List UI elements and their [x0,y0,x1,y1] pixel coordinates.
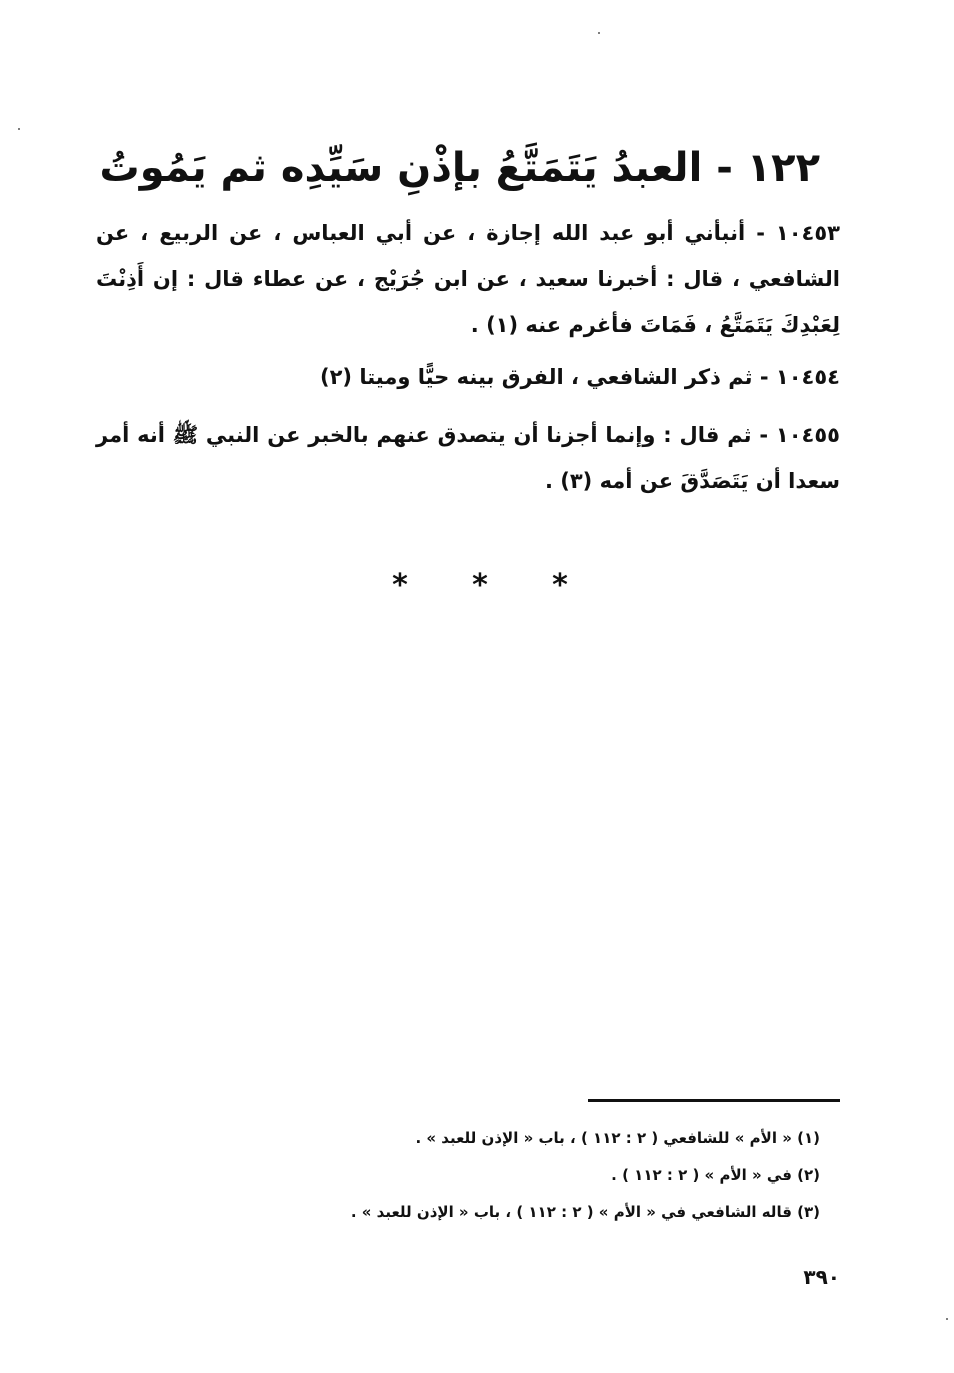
paragraph-10453: ١٠٤٥٣ - أنبأني أبو عبد الله إجازة ، عن أبي العباس ، عن الربيع ، عن الشافعي ، قال : أخبرنا سعيد ، عن ابن جُرَيْج ، عن عطاء قال : إن أَذِنْتَ لِعَبْدِكَ يَتَمَتَّعُ ، فَمَاتَ فأغرم عنه (١) . [96,221,840,337]
scan-speck [598,32,600,34]
page-number: ٣٩٠ [803,1265,840,1289]
footnote-1: (١) « الأم » للشافعي ( ٢ : ١١٢ ) ، باب « الإذن للعبد » . [415,1129,820,1147]
separator-star: * [552,568,568,603]
scan-speck [18,128,20,130]
footnote-2: (٢) في « الأم » ( ٢ : ١١٢ ) . [611,1166,820,1184]
scan-speck [946,1318,948,1320]
footnote-divider [588,1099,840,1102]
footnote-3: (٣) قاله الشافعي في « الأم » ( ٢ : ١١٢ ) ، باب « الإذن للعبد » . [350,1203,820,1221]
chapter-heading: ١٢٢ - العبدُ يَتَمَتَّعُ بإذْنِ سَيِّدِه ثم يَمُوتُ [99,145,820,191]
section-separator [380,566,580,606]
separator-star: * [472,568,488,603]
separator-star: * [392,568,408,603]
footnotes [180,1120,820,1231]
paragraph-10455: ١٠٤٥٥ - ثم قال : وإنما أجزنا أن يتصدق عنهم بالخبر عن النبي ﷺ أنه أمر سعدا أن يَتَصَدَّقَ عن أمه (٣) . [96,423,840,493]
paragraph-10454: ١٠٤٥٤ - ثم ذكر الشافعي ، الفرق بينه حيًّا وميتا (٢) [319,365,840,389]
